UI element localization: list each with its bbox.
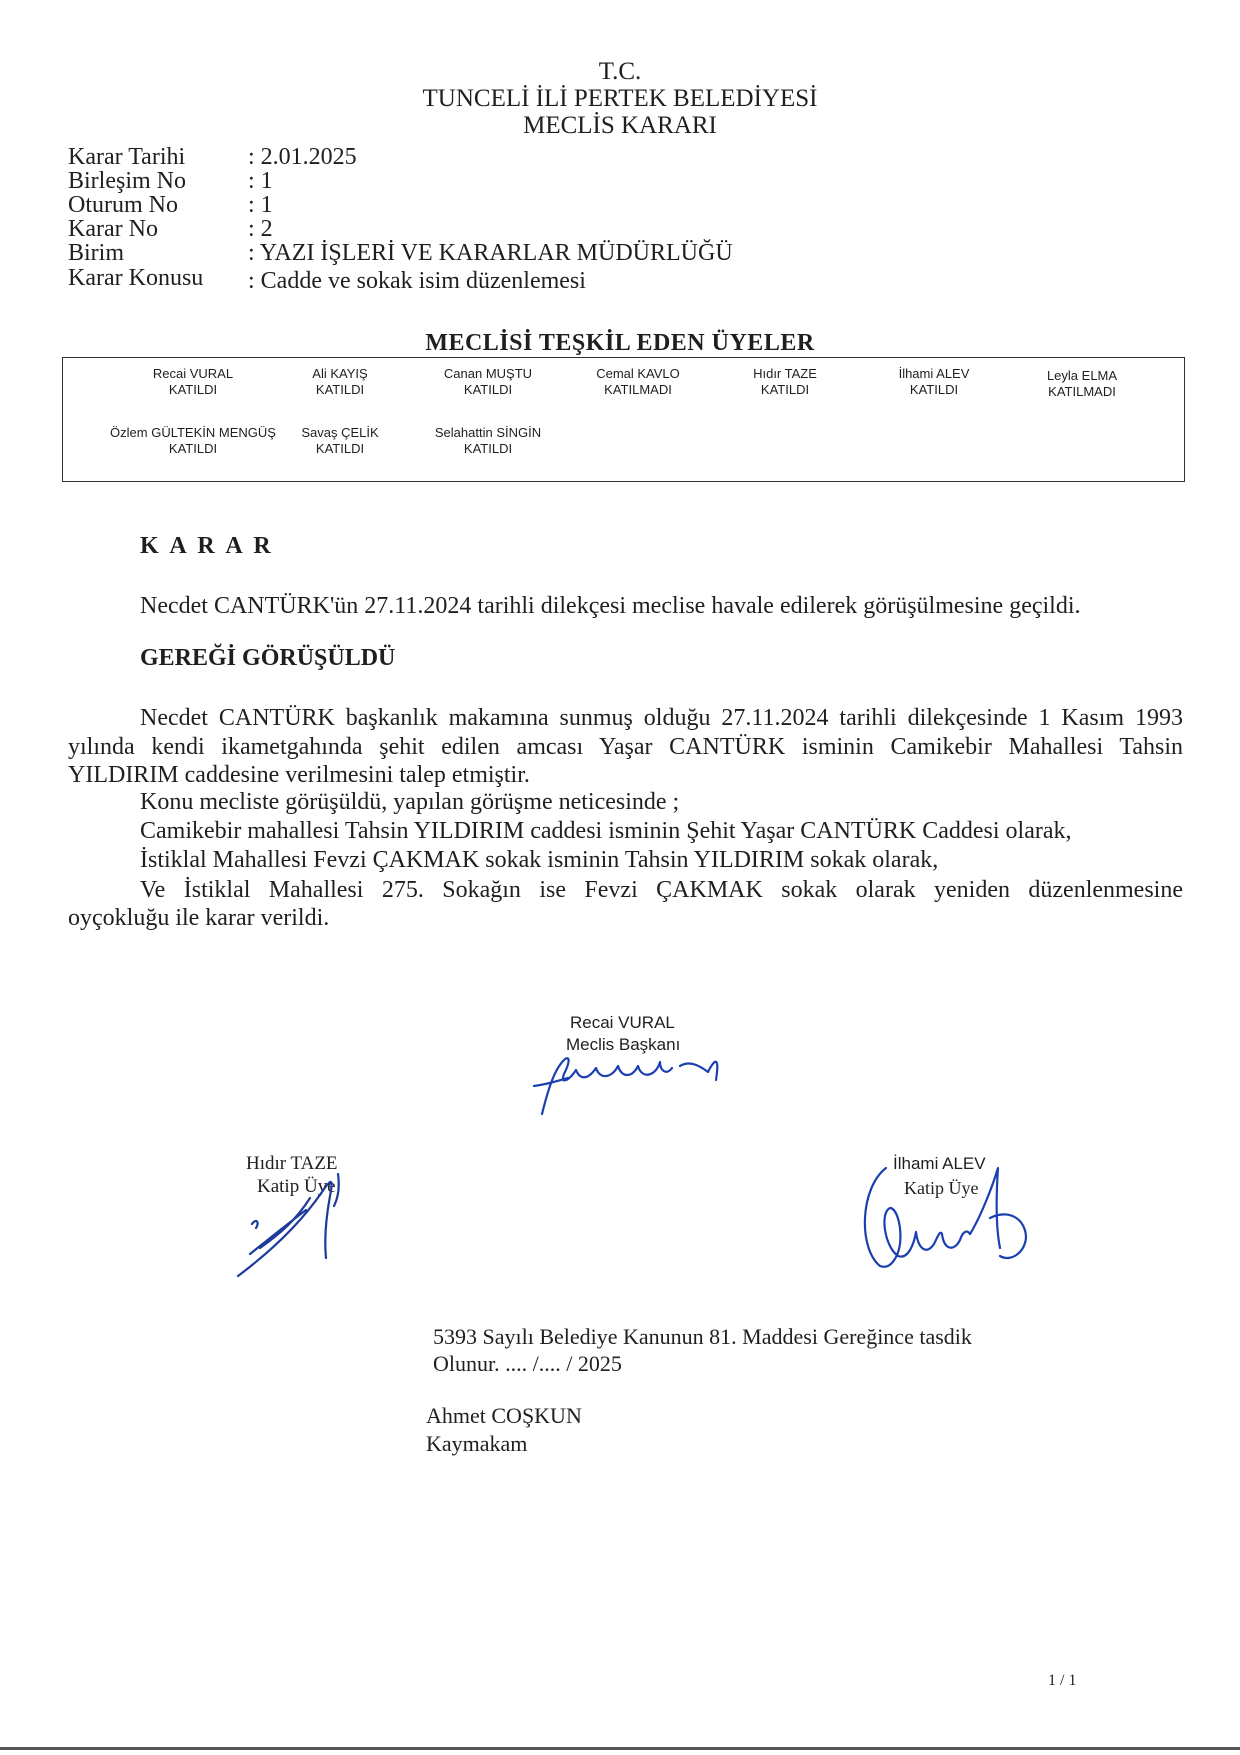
clerk-right-signature bbox=[850, 1148, 1060, 1273]
scan-edge bbox=[0, 1747, 1240, 1750]
meta-label-birlesim-no: Birleşim No bbox=[68, 168, 186, 194]
paragraph-2: Konu mecliste görüşüldü, yapılan görüşme neticesinde ; bbox=[140, 789, 680, 815]
approval-line-2: Olunur. .... /.... / 2025 bbox=[433, 1351, 622, 1376]
meta-label-oturum-no: Oturum No bbox=[68, 192, 178, 218]
member-name: Leyla ELMA bbox=[1046, 368, 1118, 383]
member-card bbox=[108, 366, 278, 398]
clerk-left-signature bbox=[230, 1158, 370, 1283]
karar-heading: K A R A R bbox=[140, 533, 274, 559]
member-card bbox=[553, 366, 723, 398]
president-signature bbox=[520, 1040, 800, 1120]
clerk-left-title: Katip Üye bbox=[257, 1176, 336, 1197]
member-status: KATILDI bbox=[168, 382, 218, 397]
member-name: Ali KAYIŞ bbox=[312, 366, 368, 381]
meta-value-birim: : YAZI İŞLERİ VE KARARLAR MÜDÜRLÜĞÜ bbox=[248, 240, 733, 266]
paragraph-1-line-1: Necdet CANTÜRK başkanlık makamına sunmuş olduğu 27.11.2024 tarihli dilekçesinde 1 Kasım 1993 bbox=[140, 705, 1183, 731]
member-status: KATILMADI bbox=[604, 382, 672, 397]
member-name: Özlem GÜLTEKİN MENGÜŞ bbox=[110, 425, 276, 440]
clerk-left-name: Hıdır TAZE bbox=[246, 1153, 338, 1174]
member-name: Cemal KAVLO bbox=[596, 366, 680, 381]
meta-value-oturum-no: : 1 bbox=[248, 192, 273, 218]
clerk-right-title: Katip Üye bbox=[904, 1178, 979, 1198]
meta-value-karar-konusu: : Cadde ve sokak isim düzenlemesi bbox=[248, 268, 586, 294]
member-card bbox=[849, 366, 1019, 398]
members-title: MECLİSİ TEŞKİL EDEN ÜYELER bbox=[425, 330, 815, 356]
paragraph-5-line-1: Ve İstiklal Mahallesi 275. Sokağın ise Fevzi ÇAKMAK sokak olarak yeniden düzenlenmesine bbox=[140, 877, 1183, 903]
member-card bbox=[997, 368, 1167, 400]
page-number: 1 / 1 bbox=[1048, 1672, 1077, 1689]
member-name: Canan MUŞTU bbox=[443, 366, 533, 381]
clerk-right-name: İlhami ALEV bbox=[893, 1154, 986, 1173]
paragraph-1-line-3: YILDIRIM caddesine verilmesini talep etmiştir. bbox=[68, 762, 530, 788]
paragraph-5-line-2: oyçokluğu ile karar verildi. bbox=[68, 905, 330, 931]
member-name: İlhami ALEV bbox=[898, 366, 970, 381]
member-card bbox=[700, 366, 870, 398]
member-card bbox=[255, 425, 425, 457]
member-card bbox=[403, 425, 573, 457]
member-card bbox=[403, 366, 573, 398]
member-status: KATILMADI bbox=[1048, 384, 1116, 399]
member-status: KATILDI bbox=[760, 382, 810, 397]
approval-line-1: 5393 Sayılı Belediye Kanunun 81. Maddesi Gereğince tasdik bbox=[433, 1324, 972, 1349]
header-tc: T.C. bbox=[598, 58, 642, 85]
member-status: KATILDI bbox=[909, 382, 959, 397]
president-name: Recai VURAL bbox=[570, 1013, 675, 1032]
member-status: KATILDI bbox=[315, 441, 365, 456]
member-name: Savaş ÇELİK bbox=[301, 425, 379, 440]
member-status: KATILDI bbox=[463, 441, 513, 456]
intro-paragraph: Necdet CANTÜRK'ün 27.11.2024 tarihli dilekçesi meclise havale edilerek görüşülmesine geçildi. bbox=[140, 593, 1081, 619]
meta-label-karar-no: Karar No bbox=[68, 216, 158, 242]
member-status: KATILDI bbox=[315, 382, 365, 397]
paragraph-3: Camikebir mahallesi Tahsin YILDIRIM caddesi isminin Şehit Yaşar CANTÜRK Caddesi olarak, bbox=[140, 818, 1072, 844]
member-name: Recai VURAL bbox=[152, 366, 234, 381]
paragraph-4: İstiklal Mahallesi Fevzi ÇAKMAK sokak isminin Tahsin YILDIRIM sokak olarak, bbox=[140, 847, 939, 873]
approval-name: Ahmet COŞKUN bbox=[426, 1403, 582, 1428]
meta-label-birim: Birim bbox=[68, 240, 125, 266]
member-status: KATILDI bbox=[168, 441, 218, 456]
gerek-heading: GEREĞİ GÖRÜŞÜLDÜ bbox=[140, 645, 396, 671]
meta-value-karar-tarihi: : 2.01.2025 bbox=[248, 144, 357, 170]
meta-value-karar-no: : 2 bbox=[248, 216, 273, 242]
paragraph-1-line-2: yılında kendi ikametgahında şehit edilen amcası Yaşar CANTÜRK isminin Camikebir Mahallesi Tahsin bbox=[68, 734, 1183, 760]
meta-label-karar-konusu: Karar Konusu bbox=[68, 265, 204, 291]
member-status: KATILDI bbox=[463, 382, 513, 397]
header-decision-title: MECLİS KARARI bbox=[523, 112, 717, 139]
president-title: Meclis Başkanı bbox=[566, 1035, 681, 1054]
member-name: Selahattin SİNGİN bbox=[434, 425, 542, 440]
member-card bbox=[255, 366, 425, 398]
header-municipality: TUNCELİ İLİ PERTEK BELEDİYESİ bbox=[422, 85, 818, 112]
meta-value-birlesim-no: : 1 bbox=[248, 168, 273, 194]
member-name: Hıdır TAZE bbox=[753, 366, 817, 381]
meta-label-karar-tarihi: Karar Tarihi bbox=[68, 144, 186, 170]
approval-title: Kaymakam bbox=[426, 1431, 528, 1456]
